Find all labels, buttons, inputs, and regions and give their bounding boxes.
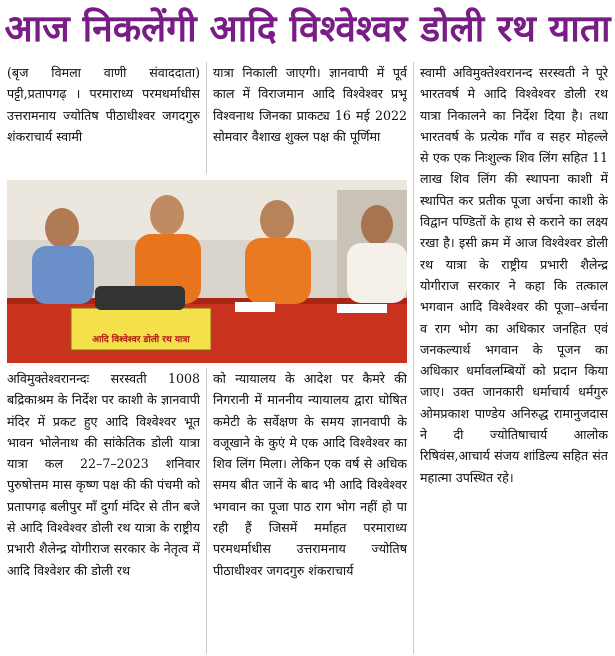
photo-banner-text: आदि विश्वेश्वर डोली रथ यात्रा bbox=[92, 335, 190, 345]
paragraph: को न्यायालय के आदेश पर कैमरे की निगरानी में माननीय न्यायालय द्वारा घोषित कमेटी के सर्वेक्षण के समय ज्ञानवापी के वजूखाने के कुएं मे एक आदि विश्वेश्वर का शिव लिंग मिला। लेकिन एक वर्ष से अधिक समय बीत जानें के बाद भी आदि विश्वेश्वर भगवान का पूजा पाठ राग भोग नहीं हो पा रही हैं जिसमें मर्माहत परमाराध्य परमधर्माधीस उत्तरामनाय ज्योतिष पीठाधीश्वर जगदगुरु शंकराचार्य bbox=[213, 371, 407, 578]
paragraph: (बृज विमला वाणी संवाददाता) पट्टी,प्रतापगढ़ । परमाराध्य परमधर्माधीस उत्तरामनाय ज्योतिष पीठाधीश्वर जगदगुरु शंकराचार्य स्वामी bbox=[7, 65, 200, 144]
column-divider bbox=[206, 62, 207, 174]
headline: आज निकलेंगी आदि विश्वेश्वर डोली रथ याता bbox=[4, 7, 611, 50]
news-photo bbox=[7, 180, 407, 363]
column-right bbox=[420, 62, 608, 654]
column-middle-bottom bbox=[213, 368, 407, 654]
column-divider bbox=[413, 62, 414, 654]
column-middle-top bbox=[213, 62, 407, 174]
column-left-top bbox=[7, 62, 200, 174]
paragraph: स्वामी अविमुक्तेश्वरानन्द सरस्वती ने पूरे भारतवर्ष मे आदि विश्वेश्वर डोली रथ यात्रा निकालने का निर्देश दिया है। तथा भारतवर्ष के प्रत्येक गाँव व सहर मोहल्ले से एक एक निःशुल्क शिव लिंग सहित 11 लाख शिव लिंग की स्थापना काशी में स्थापित कर प्रतीक पूजा अर्चना काशी के विद्वान पण्डितों के हाथ से कराने का लक्ष्य रखा है। इसी क्रम में आज विश्वेश्वर डोली रथ यात्रा के राष्ट्रीय प्रभारी शैलेन्द्र योगीराज सरकार ने कहा कि तत्काल भगवान आदि विश्वेश्वर की पूजा–अर्चना व राग भोग का अधिकार जनहित एवं जनकल्यार्थ भगवान के पूजन का अधिकार धर्मावलम्बियों को प्रदान किया जाए। उक्त जानकारी धर्माचार्य धर्मगुरु ओमप्रकाश पाण्डेय अनिरुद्ध रामानुजदास ने दी ज्योतिषाचार्य आलोक रिषिवंस,आचार्य संजय शांडिल्य सहित संत महात्मा उपस्थित रहे। bbox=[420, 65, 608, 485]
paragraph: यात्रा निकाली जाएगी। ज्ञानवापी में पूर्व काल में विराजमान आदि विश्वेश्वर प्रभू विश्वनाथ जिनका प्राकट्य 16 मई 2022 सोमवार वैशाख शुक्ल पक्ष की पूर्णिमा bbox=[213, 65, 407, 144]
column-left-bottom bbox=[7, 368, 200, 654]
column-divider bbox=[206, 368, 207, 654]
paragraph: अविमुक्तेश्वरानन्दः सरस्वती 1008 बद्रिकाश्रम के निर्देश पर काशी के ज्ञानवापी मंदिर में प्रकट हुए आदि विश्वेश्वर भूत भावन भोलेनाथ की सांकेतिक डोली यात्रा यात्रा कल 22–7–2023 शनिवार पुरुषोत्तम मास कृष्ण पक्ष की की पंचमी को प्रतापगढ़ बलीपुर माँ दुर्गा मंदिर से तीन बजे से आदि विश्वेश्वर डोली रथ यात्रा के राष्ट्रीय प्रभारी शैलेन्द्र योगीराज सरकार के नेतृत्व में आदि विश्वेशर की डोली रथ bbox=[7, 371, 200, 578]
